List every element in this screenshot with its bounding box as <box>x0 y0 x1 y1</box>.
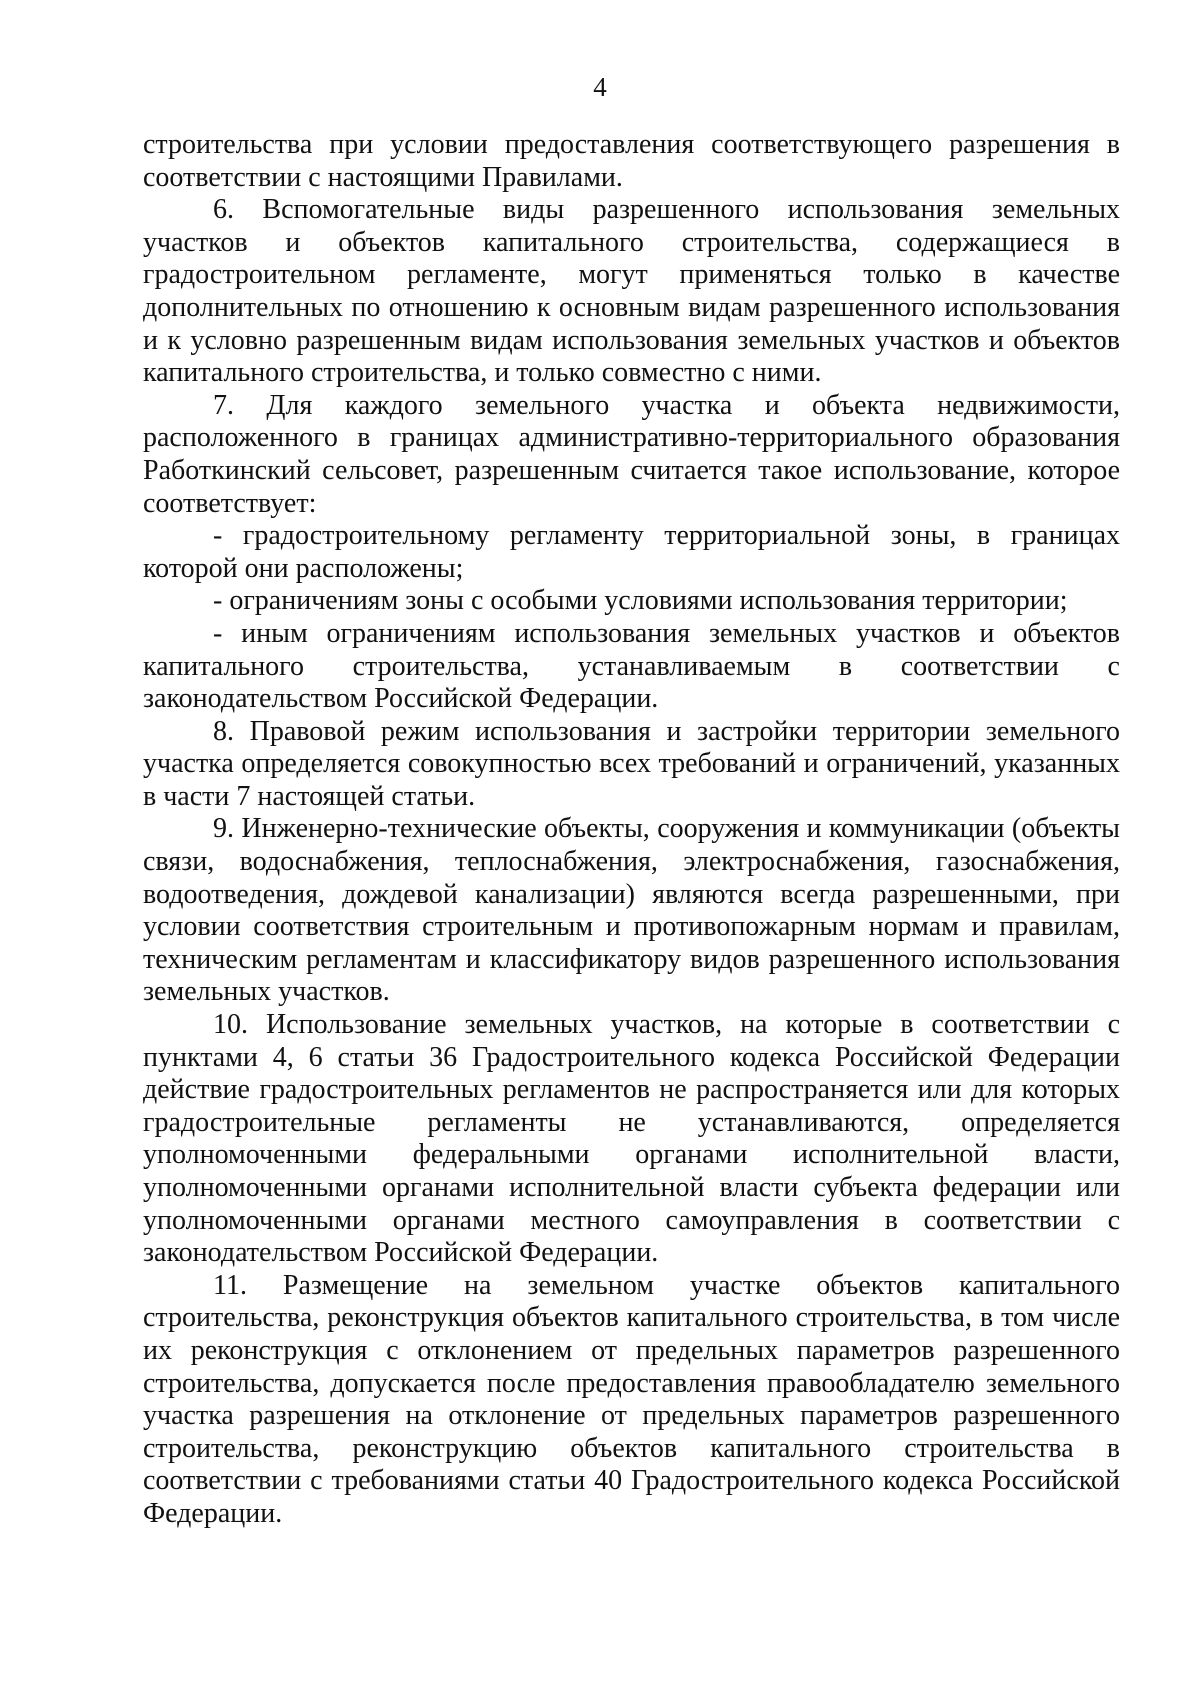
list-item-text: - ограничениям зоны с особыми условиями использования территории; <box>213 585 1068 617</box>
paragraph-text: строительства при условии предоставления соответствующего разрешения в соответствии с настоящими Правилами. <box>143 129 1120 193</box>
paragraph-10 <box>143 1009 1120 1270</box>
paragraph-7 <box>143 390 1120 520</box>
paragraph-text: Размещение на земельном участке объектов капитального строительства, реконструкция объектов капитального строительства, в том числе их реконструкция с отклонением от предельных параметров разрешенного строительства, допускается после предоставления правообладателю земельного участка разрешения на отклонение от предельных параметров разрешенного строительства, реконструкцию объектов капитального строительства в соответствии с требованиями статьи 40 Градостроительного кодекса Российской Федерации. <box>143 1269 1120 1529</box>
list-item <box>143 585 1120 618</box>
paragraph-number: 11. <box>213 1269 247 1301</box>
paragraph-number: 7. <box>213 389 234 421</box>
list-item-text: - градостроительному регламенту территориальной зоны, в границах которой они расположены; <box>143 520 1120 584</box>
paragraph-number: 8. <box>213 715 234 747</box>
paragraph-text: Использование земельных участков, на которые в соответствии с пунктами 4, 6 статьи 36 Градостроительного кодекса Российской Федерации действие градостроительных регламентов не распространяется или для которых градостроительные регламенты не устанавливаются, определяется уполномоченными федеральными органами исполнительной власти, уполномоченными органами исполнительной власти субъекта федерации или уполномоченными органами местного самоуправления в соответствии с законодательством Российской Федерации. <box>143 1009 1120 1269</box>
paragraph-text: Для каждого земельного участка и объекта недвижимости, расположенного в границах административно-территориального образования Работкинский сельсовет, разрешенным считается такое использование, которое соответствует: <box>143 389 1121 519</box>
paragraph-11 <box>143 1270 1120 1531</box>
paragraph-8 <box>143 716 1120 814</box>
list-item-text: - иным ограничениям использования земельных участков и объектов капитального строительства, устанавливаемым в соответствии с законодательством Российской Федерации. <box>143 617 1120 715</box>
list-item <box>143 520 1120 585</box>
paragraph-number: 6. <box>213 194 234 226</box>
document-body <box>143 129 1120 1531</box>
paragraph-number: 10. <box>213 1009 248 1041</box>
paragraph-9 <box>143 813 1120 1009</box>
paragraph-continuation <box>143 129 1120 194</box>
paragraph-number: 9. <box>213 813 234 845</box>
page-number: 4 <box>593 72 607 102</box>
paragraph-text: Вспомогательные виды разрешенного использования земельных участков и объектов капитального строительства, содержащиеся в градостроительном регламенте, могут применяться только в качестве дополнительных по отношению к основным видам разрешенного использования и к условно разрешенным видам использования земельных участков и объектов капитального строительства, и только совместно с ними. <box>143 194 1121 389</box>
paragraph-text: Правовой режим использования и застройки территории земельного участка определяется совокупностью всех требований и ограничений, указанных в части 7 настоящей статьи. <box>143 715 1120 812</box>
list-item <box>143 618 1120 716</box>
paragraph-text: Инженерно-технические объекты, сооружения и коммуникации (объекты связи, водоснабжения, теплоснабжения, электроснабжения, газоснабжения, водоотведения, дождевой канализации) являются всегда разрешенными, при условии соответствия строительным и противопожарным нормам и правилам, техническим регламентам и классификатору видов разрешенного использования земельных участков. <box>143 813 1120 1008</box>
paragraph-6 <box>143 194 1120 390</box>
